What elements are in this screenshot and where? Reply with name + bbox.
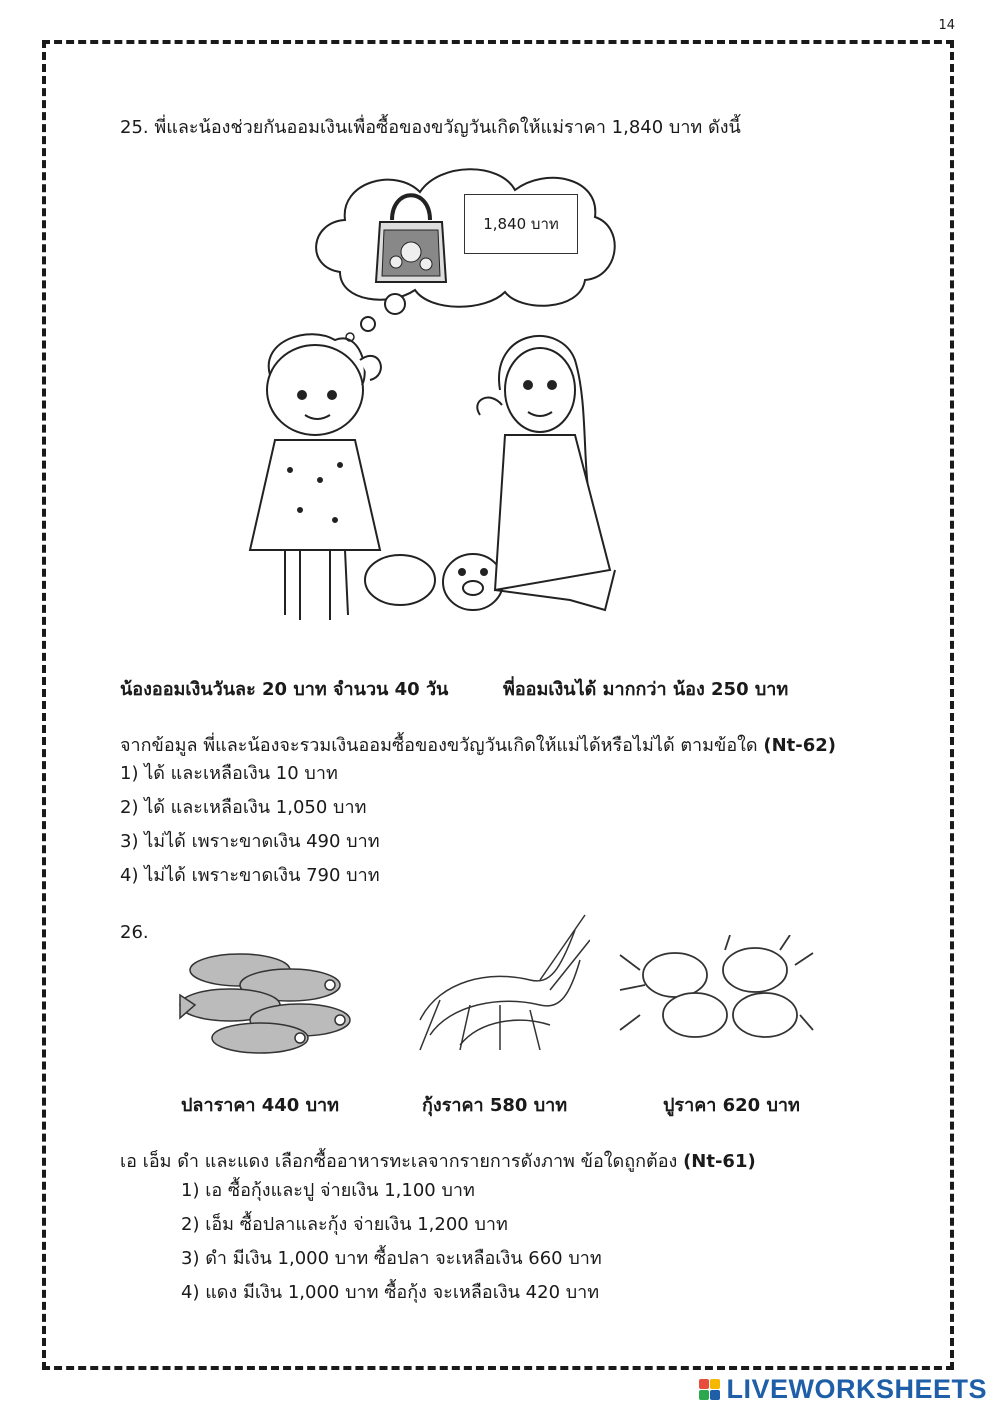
shrimp-price-label: กุ้งราคา 580 บาท bbox=[422, 1095, 568, 1116]
q26-code: (Nt-61) bbox=[683, 1151, 756, 1172]
q25-info-left: น้องออมเงินวันละ 20 บาท จำนวน 40 วัน bbox=[120, 679, 449, 700]
q26-choice-1[interactable]: 1) เอ ซื้อกุ้งและปู จ่ายเงิน 1,100 บาท bbox=[181, 1180, 475, 1201]
piggy-bank-icon bbox=[365, 554, 503, 610]
q25-choice-4[interactable]: 4) ไม่ได้ เพราะขาดเงิน 790 บาท bbox=[120, 865, 380, 886]
q26-choice-3[interactable]: 3) ดำ มีเงิน 1,000 บาท ซื้อปลา จะเหลือเงิน 660 บาท bbox=[181, 1248, 602, 1269]
q25-title: 25. พี่และน้องช่วยกันออมเงินเพื่อซื้อของขวัญวันเกิดให้แม่ราคา 1,840 บาท ดังนี้ bbox=[120, 117, 741, 138]
crab-price-label: ปูราคา 620 บาท bbox=[663, 1095, 800, 1116]
q25-choice-3[interactable]: 3) ไม่ได้ เพราะขาดเงิน 490 บาท bbox=[120, 831, 380, 852]
q25-code: (Nt-62) bbox=[763, 735, 837, 756]
q25-choice-2[interactable]: 2) ได้ และเหลือเงิน 1,050 บาท bbox=[120, 797, 367, 818]
younger-girl-icon bbox=[250, 334, 381, 620]
q25-choice-list bbox=[120, 757, 380, 893]
q25-question bbox=[120, 730, 836, 759]
crab-illustration bbox=[615, 935, 815, 1050]
q25-question-text: จากข้อมูล พี่และน้องจะรวมเงินออมซื้อของขวัญวันเกิดให้แม่ได้หรือไม่ได้ ตามข้อใด bbox=[120, 735, 758, 756]
page-number: 14 bbox=[938, 18, 955, 33]
girls-piggy-bank-illustration bbox=[240, 320, 660, 630]
q25-choice-1[interactable]: 1) ได้ และเหลือเงิน 10 บาท bbox=[120, 763, 338, 784]
liveworksheets-logo bbox=[699, 1374, 987, 1405]
price-tag: 1,840 บาท bbox=[464, 194, 578, 254]
q26-question bbox=[120, 1146, 756, 1175]
older-girl-icon bbox=[477, 336, 615, 610]
fish-illustration bbox=[170, 940, 370, 1060]
fish-icon bbox=[180, 954, 350, 1053]
q26-choice-2[interactable]: 2) เอ็ม ซื้อปลาและกุ้ง จ่ายเงิน 1,200 บาท bbox=[181, 1214, 508, 1235]
q26-choice-list bbox=[181, 1174, 602, 1310]
logo-badge-icon bbox=[699, 1379, 720, 1400]
fish-price-label: ปลาราคา 440 บาท bbox=[181, 1095, 339, 1116]
brand-name: LIVEWORKSHEETS bbox=[726, 1374, 987, 1404]
q26-number: 26. bbox=[120, 922, 149, 943]
crab-icon bbox=[620, 935, 813, 1037]
shrimp-illustration bbox=[400, 910, 590, 1060]
shrimp-icon bbox=[420, 915, 590, 1050]
q25-info-right: พี่ออมเงินได้ มากกว่า น้อง 250 บาท bbox=[503, 679, 789, 700]
q26-question-text: เอ เอ็ม ดำ และแดง เลือกซื้ออาหารทะเลจากรายการดังภาพ ข้อใดถูกต้อง bbox=[120, 1151, 678, 1172]
q26-choice-4[interactable]: 4) แดง มีเงิน 1,000 บาท ซื้อกุ้ง จะเหลือเงิน 420 บาท bbox=[181, 1282, 600, 1303]
